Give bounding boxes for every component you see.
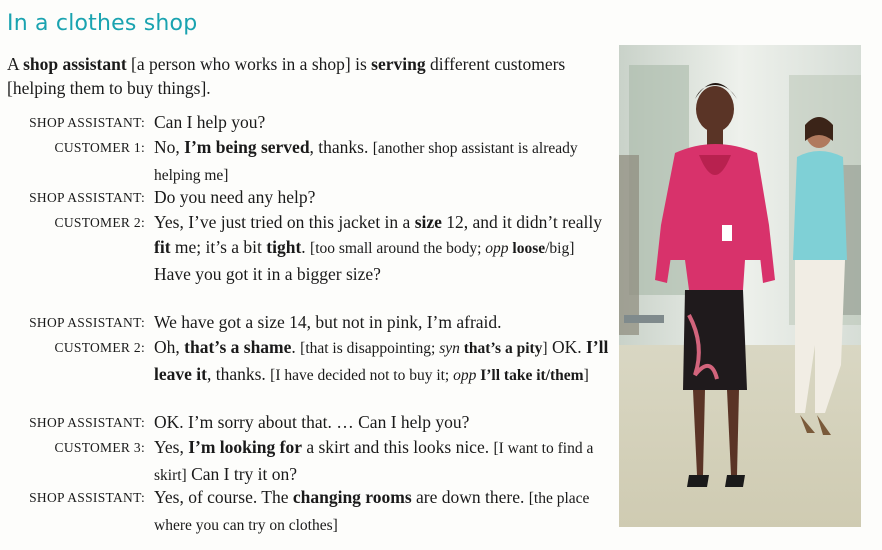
speaker-label: SHOP ASSISTANT: bbox=[29, 490, 145, 505]
definition: [I want to find a skirt] bbox=[154, 440, 594, 484]
term: changing rooms bbox=[292, 487, 412, 507]
speaker-label: SHOP ASSISTANT: bbox=[29, 415, 145, 430]
line-text: Can I try it on? bbox=[186, 463, 298, 484]
intro-text: A bbox=[7, 54, 24, 74]
abbrev: syn bbox=[439, 340, 460, 357]
definition: [the place where you can try on clothes] bbox=[154, 490, 590, 534]
line-text: are down there. bbox=[411, 487, 529, 507]
line-text: , thanks. bbox=[309, 137, 373, 157]
definition-text: [I have decided not to buy it; bbox=[270, 366, 454, 384]
line-text: . bbox=[291, 337, 301, 357]
term: that’s a shame bbox=[184, 337, 292, 357]
dialogue-line bbox=[154, 210, 610, 286]
dialogue-line bbox=[154, 435, 610, 489]
speaker-label: SHOP ASSISTANT: bbox=[29, 315, 145, 330]
clothes-rack bbox=[619, 155, 639, 335]
intro-text: [a person who works in a shop] is bbox=[126, 54, 372, 74]
line-text: , thanks. bbox=[206, 363, 271, 384]
dialogue-line: Do you need any help? bbox=[154, 187, 316, 207]
intro-paragraph bbox=[7, 52, 597, 100]
term: loose bbox=[512, 239, 546, 257]
stand-base bbox=[624, 315, 664, 323]
term: tight bbox=[266, 236, 302, 257]
intro-text: different customers [helping them to buy things]. bbox=[7, 54, 566, 98]
term: I’ll take it/them bbox=[480, 366, 584, 384]
line-text: Yes, of course. The bbox=[154, 487, 293, 507]
dialogue-line bbox=[154, 335, 610, 389]
dialogue-line: OK. I’m sorry about that. … Can I help you? bbox=[154, 412, 470, 432]
definition-text: [too small around the body; bbox=[310, 239, 486, 257]
speaker-label: SHOP ASSISTANT: bbox=[29, 190, 145, 205]
definition-text: ] bbox=[542, 340, 548, 357]
speaker-label: CUSTOMER 1: bbox=[54, 140, 145, 155]
definition: [another shop assistant is already helping me] bbox=[154, 140, 578, 184]
price-tag bbox=[722, 225, 732, 241]
line-text: . bbox=[301, 236, 311, 257]
line-text: No, bbox=[154, 137, 185, 157]
definition-text: ] bbox=[583, 366, 589, 384]
dialogue-line bbox=[154, 135, 610, 189]
abbrev: opp bbox=[485, 239, 509, 257]
line-text: OK. bbox=[547, 337, 586, 357]
term: I’ll leave it bbox=[154, 337, 609, 384]
term: I’m looking for bbox=[188, 437, 302, 457]
dialogue-line bbox=[154, 485, 610, 539]
definition-text: /big] bbox=[545, 239, 575, 257]
line-text: Yes, I’ve just tried on this jacket in a bbox=[154, 212, 415, 232]
definition bbox=[270, 367, 589, 384]
speaker-label: CUSTOMER 3: bbox=[54, 440, 145, 455]
shop-photo bbox=[619, 45, 861, 527]
speaker-label: CUSTOMER 2: bbox=[54, 340, 145, 355]
term-shop-assistant: shop assistant bbox=[23, 54, 127, 74]
definition-text: [that is disappointing; bbox=[300, 340, 440, 357]
term: size bbox=[414, 212, 442, 232]
speaker-label: CUSTOMER 2: bbox=[54, 215, 145, 230]
shop-photo-illustration bbox=[619, 45, 861, 527]
line-text: Oh, bbox=[154, 337, 185, 357]
abbrev: opp bbox=[453, 366, 477, 384]
line-text: a skirt and this looks nice. bbox=[301, 437, 494, 457]
term: I’m being served bbox=[184, 137, 310, 157]
dialogue-line: Can I help you? bbox=[154, 112, 266, 132]
term-serving: serving bbox=[371, 54, 426, 74]
definition bbox=[310, 240, 574, 257]
definition bbox=[300, 340, 547, 357]
line-text: Yes, bbox=[154, 437, 189, 457]
term: fit bbox=[154, 236, 171, 257]
page-title: In a clothes shop bbox=[7, 11, 198, 36]
term: that’s a pity bbox=[463, 340, 543, 357]
line-text: Have you got it in a bigger size? bbox=[154, 263, 381, 284]
dialogue-line: We have got a size 14, but not in pink, I’m afraid. bbox=[154, 312, 502, 332]
line-text: me; it’s a bit bbox=[170, 236, 267, 257]
line-text: 12, and it didn’t really bbox=[441, 212, 602, 232]
speaker-label: SHOP ASSISTANT: bbox=[29, 115, 145, 130]
